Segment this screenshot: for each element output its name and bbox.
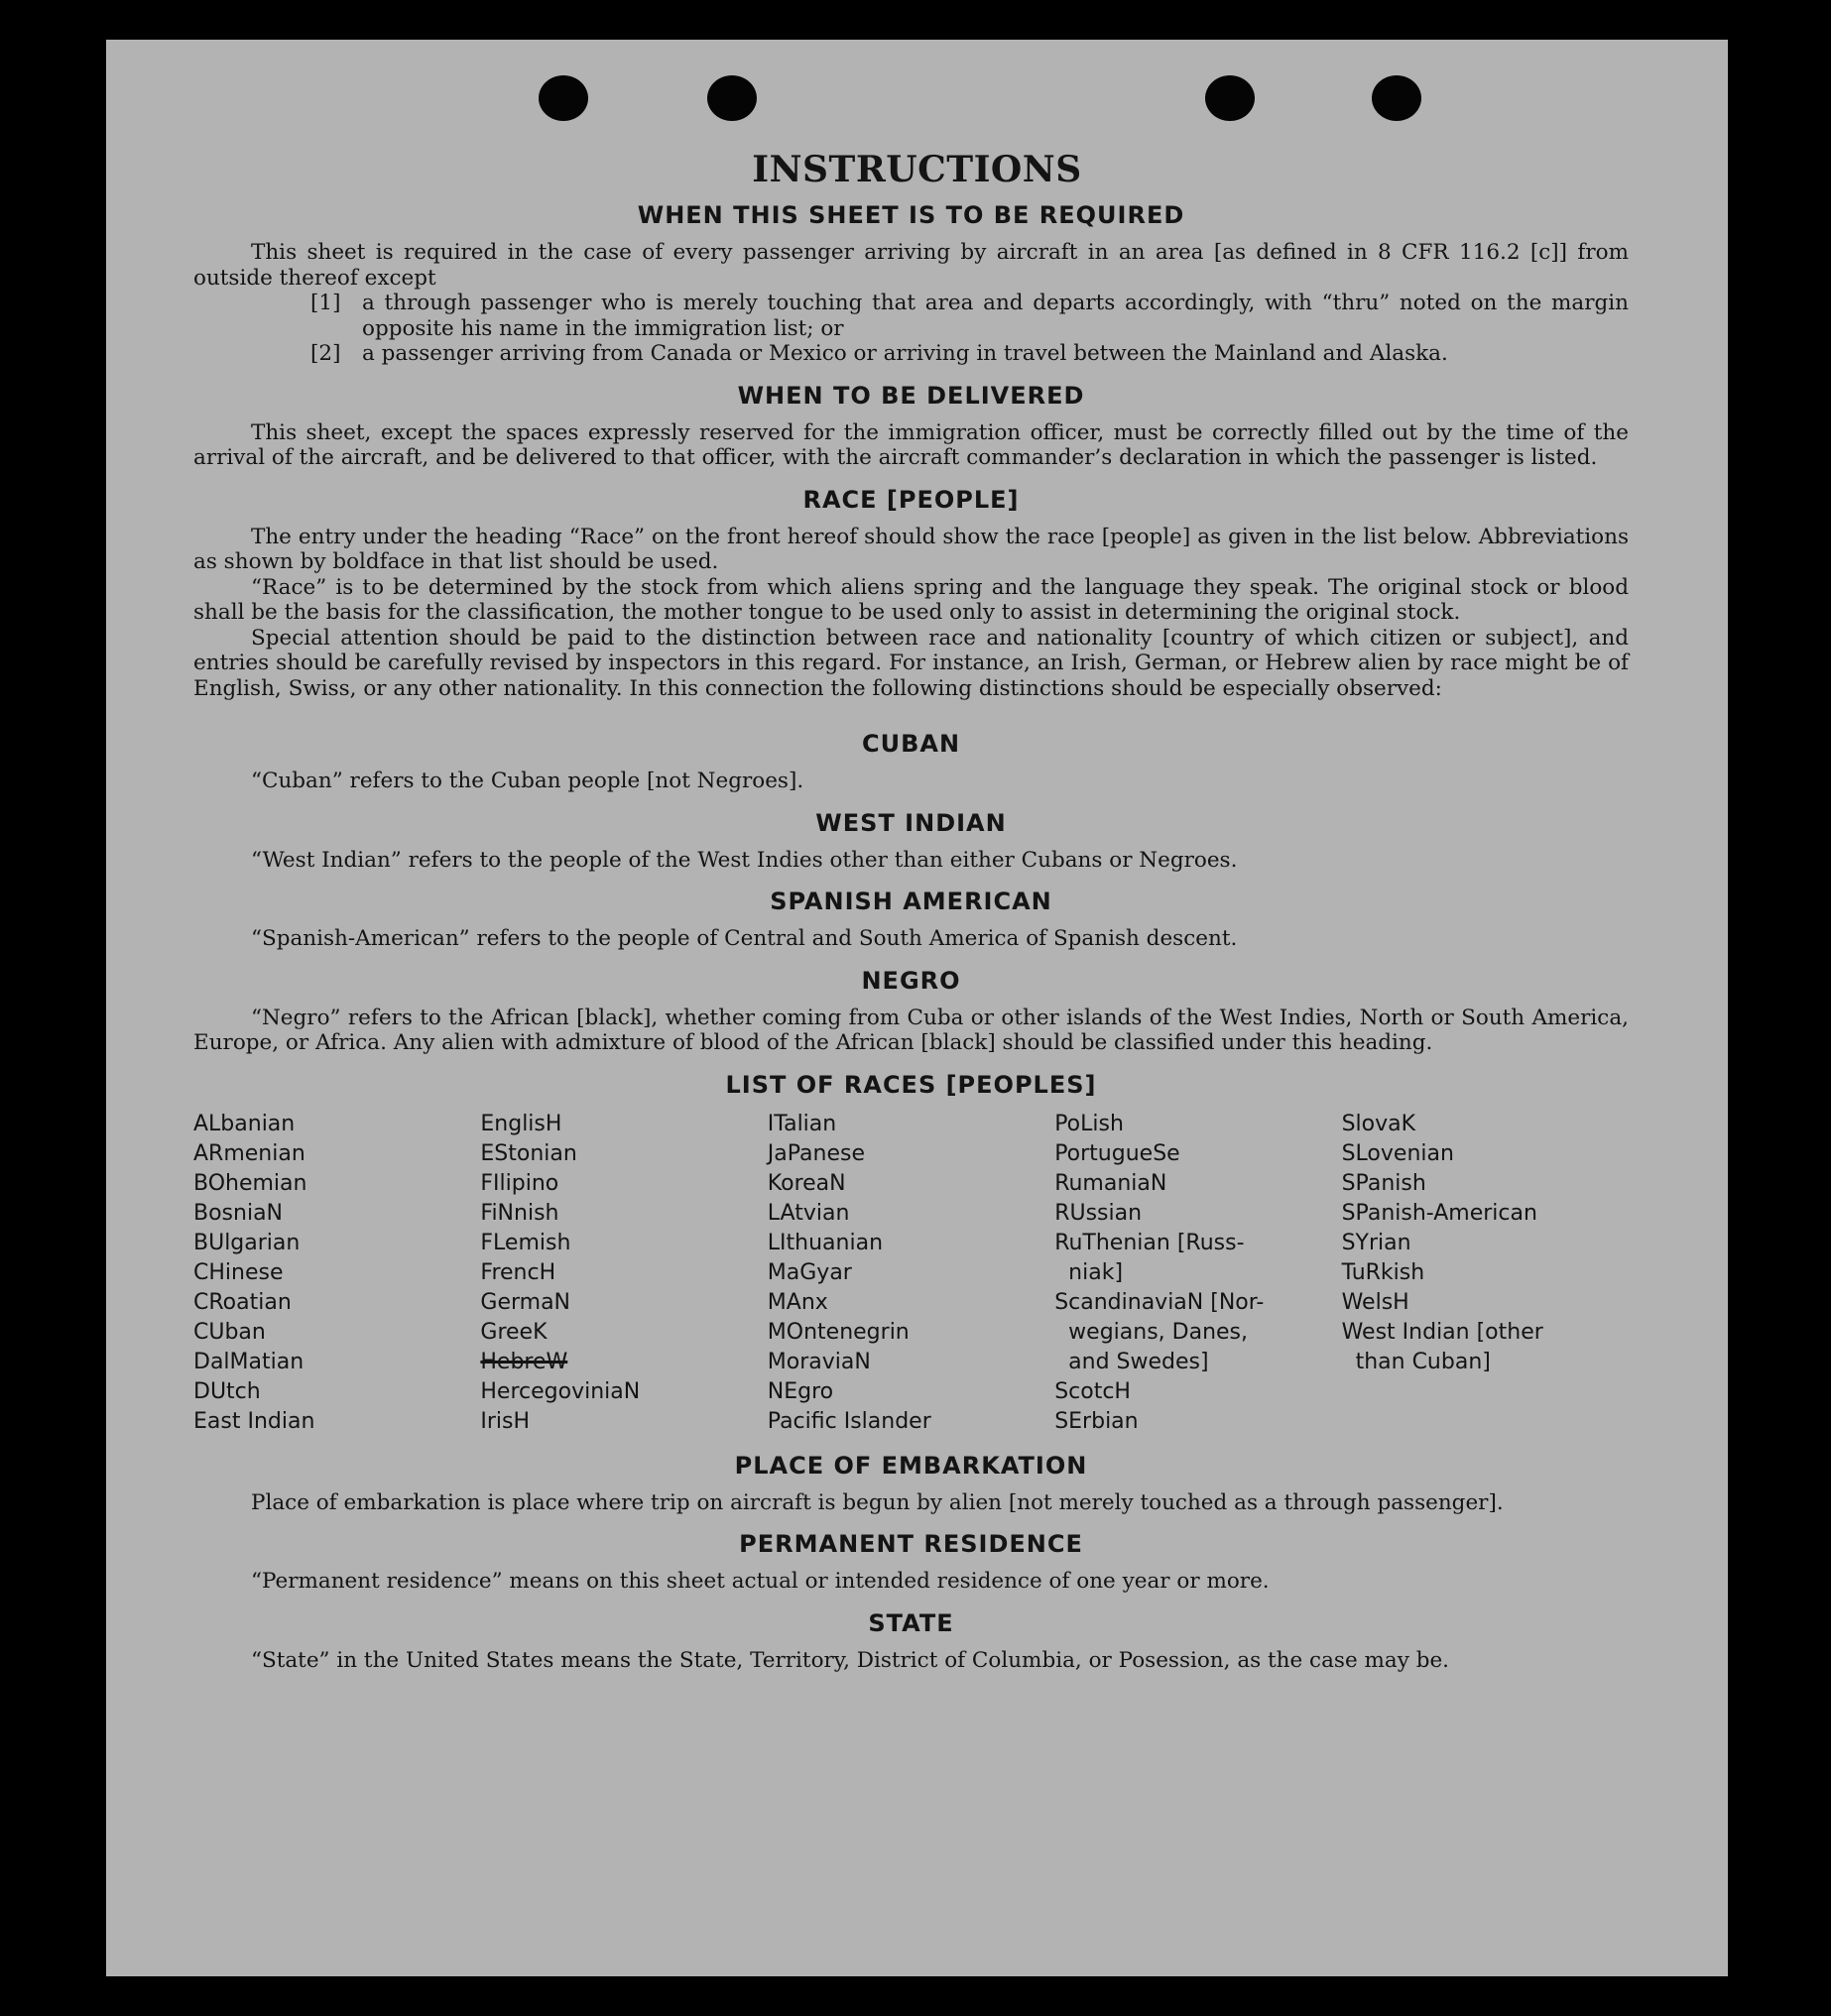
race-list-item: FiNnish (480, 1200, 559, 1226)
race-paragraph: The entry under the heading “Race” on the front hereof should show the race [people] as given in the list below. Abbreviations as shown by boldface in that list should be used. (193, 524, 1629, 574)
race-list-item: WelsH (1341, 1289, 1409, 1315)
race-list-item: RUssian (1054, 1200, 1143, 1226)
race-list-item: SErbian (1054, 1408, 1139, 1434)
race-list-item: ITalian (767, 1111, 837, 1136)
race-list-item: FrencH (480, 1259, 556, 1285)
race-list (193, 1110, 1629, 1437)
race-list-item: EStonian (480, 1140, 577, 1166)
instructions-body (193, 200, 1629, 1673)
race-list-item: ARmenian (193, 1140, 305, 1166)
race-list-item: SlovaK (1341, 1111, 1416, 1136)
section-heading-west-indian: WEST INDIAN (815, 808, 1007, 837)
race-list-item: SPanish (1341, 1170, 1426, 1196)
section-heading-cuban: CUBAN (861, 730, 961, 758)
race-list-item: CRoatian (193, 1289, 292, 1315)
exception-text: a through passenger who is merely touching that area and departs accordingly, with “thru” noted on the margin opposite his name in the immigration list; or (362, 291, 1629, 341)
race-list-item: PoLish (1054, 1111, 1124, 1136)
race-list-item: West Indian [other (1341, 1319, 1543, 1345)
exception-item (310, 341, 1629, 367)
exception-number: [2] (310, 341, 341, 366)
race-list-item: LIthuanian (767, 1230, 884, 1255)
section-heading-delivered: WHEN TO BE DELIVERED (737, 381, 1085, 410)
punch-hole (1372, 75, 1421, 121)
race-list-item: BOhemian (193, 1170, 307, 1196)
race-list-item: NEgro (767, 1378, 834, 1404)
race-list-item: DalMatian (193, 1349, 305, 1374)
section-heading-list: LIST OF RACES [PEOPLES] (725, 1070, 1097, 1099)
race-list-item: niak] (1054, 1259, 1124, 1285)
race-list-column (480, 1110, 767, 1437)
spanish-american-text: “Spanish-American” refers to the people of Central and South America of Spanish descent. (251, 926, 1238, 951)
race-list-column (1054, 1110, 1341, 1437)
section-heading-embarkation: PLACE OF EMBARKATION (734, 1451, 1088, 1480)
race-paragraph: Special attention should be paid to the distinction between race and nationality [country of which citizen or subject], and entries should be carefully revised by inspectors in this regard. For instance, an Irish, German, or Hebrew alien by race might be of English, Swiss, or any other nationality. In this connection the following distinctions should be especially observed: (193, 625, 1629, 701)
race-list-item: MOntenegrin (767, 1319, 910, 1345)
required-intro: This sheet is required in the case of every passenger arriving by aircraft in an area [as defined in 8 CFR 116.2 [c]] from outside thereof except (193, 240, 1629, 291)
race-list-item: wegians, Danes, (1054, 1319, 1249, 1345)
race-list-item: BosniaN (193, 1200, 284, 1226)
section-heading-state: STATE (868, 1608, 954, 1637)
punch-hole (539, 75, 588, 121)
page-title: INSTRUCTIONS (752, 149, 1082, 190)
embarkation-text: Place of embarkation is place where trip on aircraft is begun by alien [not merely touched as a through passenger]. (251, 1489, 1504, 1515)
race-list-item: DUtch (193, 1378, 261, 1404)
residence-text: “Permanent residence” means on this sheet actual or intended residence of one year or more. (251, 1569, 1270, 1594)
delivered-text: This sheet, except the spaces expressly reserved for the immigration officer, must be correctly filled out by the time of the arrival of the aircraft, and be delivered to that officer, with the aircraft commander’s declaration in which the passenger is listed. (193, 419, 1629, 470)
cuban-text: “Cuban” refers to the Cuban people [not Negroes]. (251, 769, 804, 793)
race-list-item: and Swedes] (1054, 1349, 1209, 1374)
race-list-item: than Cuban] (1341, 1349, 1491, 1374)
section-heading-race: RACE [PEOPLE] (802, 485, 1020, 514)
race-paragraph: “Race” is to be determined by the stock from which aliens spring and the language they speak. The original stock or blood shall be the basis for the classification, the mother tongue to be used only to assist in determining the original stock. (193, 574, 1629, 625)
race-list-item: SLovenian (1341, 1140, 1454, 1166)
race-list-item: TuRkish (1341, 1259, 1425, 1285)
negro-text: “Negro” refers to the African [black], whether coming from Cuba or other islands of the West Indies, North or South America, Europe, or Africa. Any alien with admixture of blood of the African [black] should be classified under this heading. (193, 1005, 1629, 1055)
race-list-item: ALbanian (193, 1111, 296, 1136)
document-page (106, 40, 1728, 1976)
punch-hole (707, 75, 757, 121)
race-list-column (193, 1110, 480, 1437)
west-indian-text: “West Indian” refers to the people of the West Indies other than either Cubans or Negroes. (251, 847, 1238, 873)
race-list-item: ScotcH (1054, 1378, 1131, 1404)
race-list-item: Pacific Islander (767, 1408, 931, 1434)
race-list-item: East Indian (193, 1408, 315, 1434)
race-list-item: HercegoviniaN (480, 1378, 641, 1404)
race-list-item: MoraviaN (767, 1349, 871, 1374)
race-list-item: BUlgarian (193, 1230, 301, 1255)
exception-number: [1] (310, 291, 341, 315)
race-list-item: SYrian (1341, 1230, 1411, 1255)
section-heading-negro: NEGRO (861, 966, 961, 995)
race-list-item: GermaN (480, 1289, 571, 1315)
race-list-item: EnglisH (480, 1111, 562, 1136)
section-heading-spanish-american: SPANISH AMERICAN (770, 888, 1052, 915)
section-heading-residence: PERMANENT RESIDENCE (739, 1530, 1083, 1558)
state-text: “State” in the United States means the State, Territory, District of Columbia, or Posession, as the case may be. (251, 1647, 1450, 1673)
race-list-item: PortugueSe (1054, 1140, 1180, 1166)
race-list-column (1342, 1110, 1629, 1437)
race-list-item: GreeK (480, 1319, 548, 1345)
race-list-item: KoreaN (767, 1170, 846, 1196)
punch-hole (1205, 75, 1255, 121)
race-list-column (768, 1110, 1054, 1437)
race-list-item: LAtvian (767, 1200, 850, 1226)
exception-text: a passenger arriving from Canada or Mexico or arriving in travel between the Mainland and Alaska. (362, 341, 1448, 366)
race-list-item: MAnx (767, 1289, 828, 1315)
race-list-item-struck: HebreW (480, 1349, 568, 1374)
race-list-item: MaGyar (767, 1259, 852, 1285)
race-list-item: JaPanese (767, 1140, 866, 1166)
race-list-item: RuThenian [Russ- (1054, 1230, 1245, 1255)
race-list-item: CHinese (193, 1259, 284, 1285)
race-list-item: SPanish-American (1341, 1200, 1537, 1226)
exception-item (310, 291, 1629, 341)
race-list-item: RumaniaN (1054, 1170, 1167, 1196)
race-list-item: ScandinaviaN [Nor- (1054, 1289, 1265, 1315)
race-list-item: FIlipino (480, 1170, 559, 1196)
race-list-item: CUban (193, 1319, 266, 1345)
race-list-item: IrisH (480, 1408, 531, 1434)
race-list-item: FLemish (480, 1230, 571, 1255)
section-heading-required: WHEN THIS SHEET IS TO BE REQUIRED (637, 201, 1185, 229)
